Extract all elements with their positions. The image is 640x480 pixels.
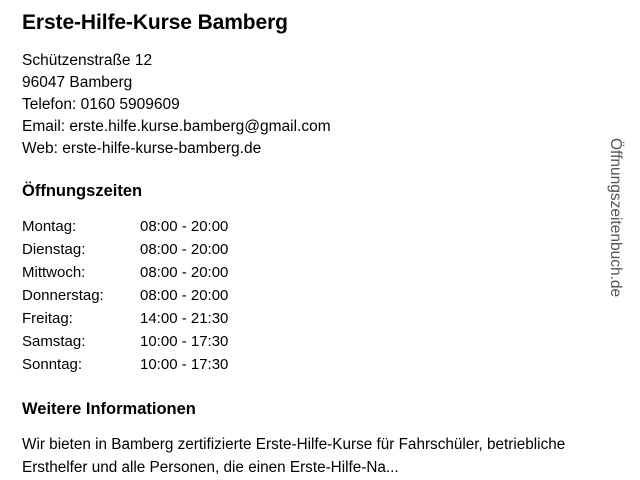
day-label: Montag: xyxy=(22,218,77,235)
address-city: 96047 Bamberg xyxy=(22,74,133,91)
day-label: Sonntag: xyxy=(22,356,83,373)
time-value: 08:00 - 20:00 xyxy=(140,264,229,281)
more-information-text: Wir bieten in Bamberg zertifizierte Erste-Hilfe-Kurse für Fahrschüler, betriebliche Ersthelfer und alle Personen, die einen Erste-Hilfe-Na... xyxy=(22,436,566,476)
day-label: Freitag: xyxy=(22,310,73,327)
email-line: Email: erste.hilfe.kurse.bamberg@gmail.com xyxy=(22,118,331,135)
website-line: Web: erste-hilfe-kurse-bamberg.de xyxy=(22,140,262,157)
time-value: 10:00 - 17:30 xyxy=(140,333,229,350)
time-value: 08:00 - 20:00 xyxy=(140,287,229,304)
opening-hours-heading: Öffnungszeiten xyxy=(22,182,143,200)
day-label: Samstag: xyxy=(22,333,86,350)
phone-line: Telefon: 0160 5909609 xyxy=(22,96,180,113)
time-value: 08:00 - 20:00 xyxy=(140,241,229,258)
business-card xyxy=(22,10,582,479)
day-label: Donnerstag: xyxy=(22,287,104,304)
page-title: Erste-Hilfe-Kurse Bamberg xyxy=(22,11,288,34)
time-value: 14:00 - 21:30 xyxy=(140,310,229,327)
time-value: 08:00 - 20:00 xyxy=(140,218,229,235)
day-label: Mittwoch: xyxy=(22,264,86,281)
watermark-label: Öffnungszeitenbuch.de xyxy=(607,138,624,298)
table-row xyxy=(22,215,340,238)
more-information-heading: Weitere Informationen xyxy=(22,400,196,418)
table-row xyxy=(22,284,340,307)
address-street: Schützenstraße 12 xyxy=(22,52,153,69)
table-row xyxy=(22,261,340,284)
table-row xyxy=(22,330,340,353)
table-row xyxy=(22,238,340,261)
table-row xyxy=(22,307,340,330)
table-row xyxy=(22,353,340,376)
opening-hours-table xyxy=(22,215,340,376)
day-label: Dienstag: xyxy=(22,241,86,258)
time-value: 10:00 - 17:30 xyxy=(140,356,229,373)
